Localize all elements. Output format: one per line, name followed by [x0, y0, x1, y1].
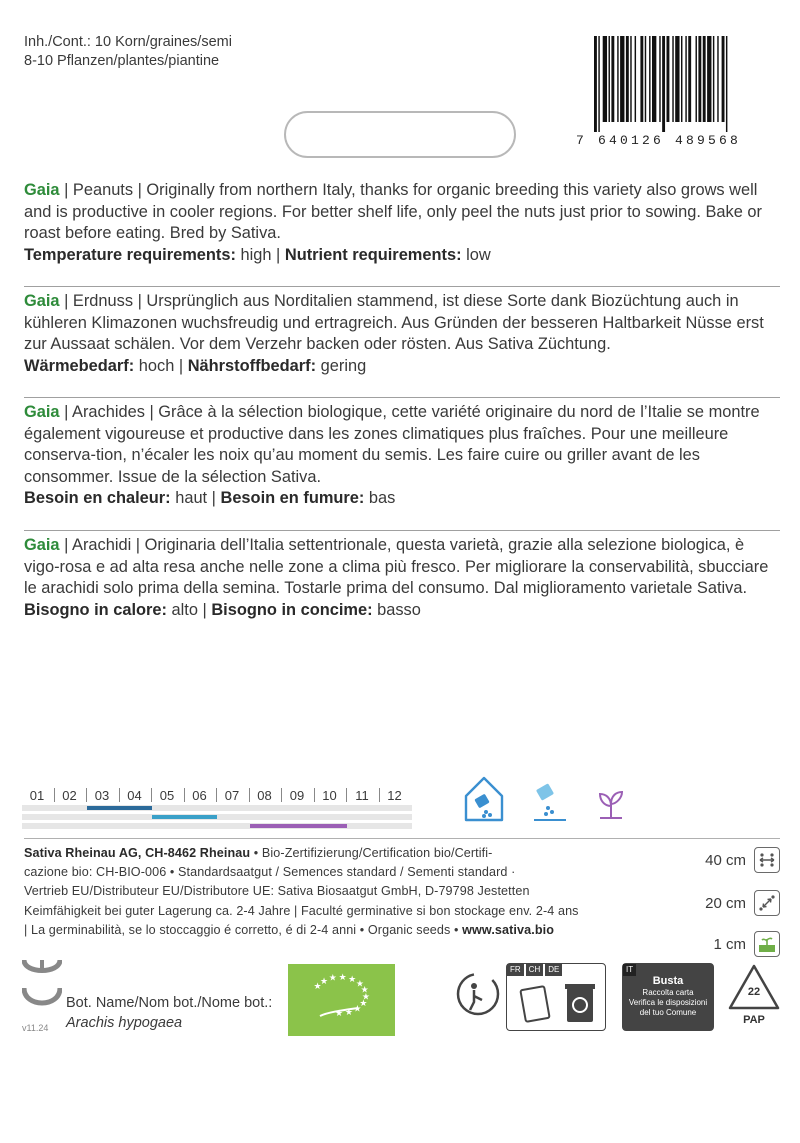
description-text: | Erdnuss | Ursprünglich aus Norditalien stammend, ist diese Sorte dank Biozüchtung auch in kühleren Klimazonen wuchsfreudig und ertragreich. Aus Gründen der besseren Haltbarkeit Nüsse erst zur Aussaat schälen. Vor dem Verzehr backen oder rösten. Aus Sativa Züchtung. [24, 292, 764, 353]
barcode-bar [685, 36, 686, 122]
package-contents-info [24, 33, 232, 71]
barcode-bar [609, 36, 610, 122]
botanical-name: Arachis hypogaea [66, 1015, 183, 1031]
month-tick [281, 788, 282, 802]
plant-spacing [705, 889, 780, 917]
barcode-bar [611, 36, 614, 122]
month-tick [249, 788, 250, 802]
eu-star: ★ [355, 978, 364, 989]
barcode-bar [620, 36, 624, 122]
variety-name: Gaia [24, 292, 60, 310]
month-label: 04 [127, 788, 142, 803]
req-temp-label: Temperature requirements: [24, 245, 236, 264]
raccolta-label: Raccolta carta [642, 988, 694, 997]
req-temp-value: haut | [170, 489, 221, 507]
barcode-bar [707, 36, 711, 122]
month-tick [151, 788, 152, 802]
requirements [24, 488, 780, 510]
it-tag: IT [623, 964, 636, 976]
variety-name: Gaia [24, 181, 60, 199]
company-info [24, 844, 644, 940]
content-line: Inh./Cont.: 10 Korn/graines/semi [24, 34, 232, 50]
month-tick [54, 788, 55, 802]
req-nutrient-value: low [461, 245, 491, 264]
website-link[interactable]: www.sativa.bio [462, 922, 555, 937]
req-nutrient-value: basso [372, 600, 421, 619]
harvest-bar [250, 824, 348, 828]
month-tick [379, 788, 380, 802]
recycling-info-it [622, 963, 714, 1031]
eu-star: ★ [328, 972, 337, 983]
month-tick [86, 788, 87, 802]
sowing-depth [713, 930, 780, 958]
plant-spacing-icon [754, 890, 780, 916]
row-spacing-icon [754, 847, 780, 873]
req-nutrient-label: Bisogno in concime: [211, 600, 373, 619]
certification-line: cazione bio: CH-BIO-006 • Standardsaatgut / Semences standard / Sementi standard · [24, 865, 516, 880]
description-text: | Arachidi | Originaria dell’Italia settentrionale, questa varietà, grazie alla selezione biologica, è vigo-rosa e ad alta resa anche nelle zone a clima più fresco. Per migliorare la conservabilità, sbucciare le arachidi solo prima della semina. Tostarle prima del consumo. Dal miglioramento varietale Sativa. [24, 536, 769, 597]
barcode [576, 36, 776, 146]
barcode-bar [672, 36, 673, 122]
footer-separator [24, 838, 780, 839]
botanical-label: Bot. Name/Nom bot./Nome bot.: [66, 995, 273, 1011]
sowing-depth-label: 1 cm [713, 935, 746, 953]
requirements [24, 600, 780, 622]
verifica-line2: del tuo Comune [639, 1008, 697, 1017]
barcode-bar [649, 36, 650, 122]
req-temp-label: Besoin en chaleur: [24, 489, 171, 507]
eu-star: ★ [359, 997, 368, 1008]
calendar-track [22, 814, 412, 820]
plants-line: 8-10 Pflanzen/plantes/piantine [24, 53, 220, 69]
month-label: 12 [387, 788, 402, 803]
version-label: v11.24 [22, 1023, 49, 1033]
eu-star: ★ [344, 1006, 353, 1017]
hang-slot [284, 111, 516, 158]
description-text: | Arachides | Grâce à la sélection biologique, cette variété originaire du nord de l’Italie se montre également vigoureuse et productive dans les zones climatiques plus fraîches. Pour une meilleure conserva-tion, n’écaler les noix qu’au moment du semis. Les faire cuire ou griller avant de les consommer. Issue de la sélection Sativa. [24, 403, 760, 486]
barcode-bar [630, 36, 631, 122]
growing-calendar [22, 785, 412, 835]
requirements [24, 356, 780, 378]
divider [24, 286, 780, 287]
eu-star: ★ [313, 981, 322, 991]
barcode-bar [667, 36, 670, 122]
barcode-bar [696, 36, 697, 122]
month-label: 03 [94, 788, 110, 803]
month-label: 01 [29, 788, 45, 803]
row-spacing-label: 40 cm [705, 851, 746, 869]
planting-out-icon [592, 784, 630, 829]
outdoor-sowing-icon [530, 780, 570, 829]
germination-line: Keimfähigkeit bei guter Lagerung ca. 2-4 Jahre | Faculté germinative si bon stockage env. 2-4 ans [24, 903, 579, 918]
eu-star: ★ [348, 974, 357, 985]
barcode-bar [652, 36, 656, 122]
month-label: 06 [192, 788, 207, 803]
eu-star: ★ [361, 991, 370, 1002]
description-fr [24, 402, 780, 510]
barcode-bar [688, 36, 691, 122]
month-tick [314, 788, 315, 802]
country-tag: DE [545, 964, 562, 976]
barcode-bar [626, 36, 629, 122]
req-temp-value: alto | [166, 600, 212, 619]
sowing-depth-icon [754, 931, 780, 957]
barcode-bar [617, 36, 618, 122]
eu-star: ★ [338, 972, 347, 983]
barcode-bar [640, 36, 643, 122]
eu-star: ★ [335, 1008, 344, 1018]
company-name: Sativa Rheinau AG, CH-8462 Rheinau [24, 846, 251, 860]
req-temp-label: Bisogno in calore: [24, 600, 167, 619]
month-label: 11 [355, 788, 369, 803]
country-tag: FR [507, 964, 524, 976]
pap-number: 22 [747, 986, 761, 998]
barcode-bar [698, 36, 701, 122]
month-label: 08 [257, 788, 272, 803]
calendar-track [22, 805, 412, 811]
barcode-bar [598, 36, 599, 132]
barcode-bar [703, 36, 706, 122]
calendar-track [22, 823, 412, 829]
barcode-bar [645, 36, 646, 122]
verifica-line1: Verifica le disposizioni [628, 998, 708, 1007]
barcode-bar [681, 36, 682, 122]
month-label: 10 [322, 788, 337, 803]
barcode-bar [662, 36, 665, 132]
month-label: 09 [289, 788, 305, 803]
row-spacing [705, 846, 780, 874]
barcode-bar [635, 36, 636, 122]
busta-label: Busta [652, 975, 684, 987]
requirements [24, 245, 780, 267]
variety-name: Gaia [24, 536, 60, 554]
req-nutrient-label: Nährstoffbedarf: [187, 356, 317, 375]
pap22-recycling-mark [726, 962, 782, 1032]
recycling-info-fr-ch-de [506, 963, 606, 1031]
barcode-digits: 7 640126 489568 [576, 133, 742, 148]
req-nutrient-label: Besoin en fumure: [220, 489, 365, 507]
month-label: 07 [224, 788, 240, 803]
req-nutrient-value: gering [316, 356, 367, 375]
req-nutrient-label: Nutrient requirements: [284, 245, 462, 264]
planting-out-bar [152, 815, 217, 819]
req-temp-value: hoch | [134, 356, 188, 375]
month-tick [346, 788, 347, 802]
country-tags [507, 964, 562, 976]
triman-icon [448, 964, 508, 1029]
barcode-bar [603, 36, 607, 122]
barcode-bar [659, 36, 660, 122]
req-temp-label: Wärmebedarf: [24, 356, 135, 375]
barcode-bar [717, 36, 718, 122]
eu-star: ★ [360, 984, 369, 995]
divider [24, 397, 780, 398]
req-nutrient-value: bas [364, 489, 396, 507]
barcode-bar [722, 36, 725, 122]
month-label: 02 [62, 788, 77, 803]
sowing-indoor-bar [87, 806, 152, 810]
barcode-bar [675, 36, 679, 122]
eu-star: ★ [353, 1003, 362, 1014]
req-temp-value: high | [235, 245, 285, 264]
barcode-bar [594, 36, 597, 132]
month-tick [119, 788, 120, 802]
distributor-line: Vertrieb EU/Distributeur EU/Distributore UE: Sativa Biosaatgut GmbH, D-79798 Jestetten [24, 884, 530, 899]
sativa-logo-mark [22, 958, 62, 1023]
barcode-bar [713, 36, 714, 122]
germination-it-line: | La germinabilità, se lo stoccaggio é corretto, é di 2-4 anni • Organic seeds • [24, 922, 463, 937]
eu-organic-logo [288, 964, 395, 1036]
eu-star: ★ [319, 975, 329, 986]
pap-label: PAP [743, 1014, 765, 1026]
month-label: 05 [159, 788, 175, 803]
description-text: | Peanuts | Originally from northern Italy, thanks for organic breeding this variety also grows well and is productive in cooler regions. For better shelf life, only peel the nuts just prior to sowing. Bake or roast before eating. Bred by Sativa. [24, 181, 762, 242]
variety-name: Gaia [24, 403, 60, 421]
month-tick [216, 788, 217, 802]
paper-bin-icon [517, 980, 601, 1028]
description-it [24, 535, 780, 621]
description-en [24, 180, 780, 266]
country-tag: CH [526, 964, 544, 976]
plant-spacing-label: 20 cm [705, 894, 746, 912]
barcode-bar [726, 36, 727, 132]
certification-text: • Bio-Zertifizierung/Certification bio/Certifi- [250, 846, 493, 860]
description-de [24, 291, 780, 377]
month-tick [184, 788, 185, 802]
greenhouse-sowing-icon [462, 774, 506, 829]
barcode-bars [576, 36, 776, 132]
divider [24, 530, 780, 531]
